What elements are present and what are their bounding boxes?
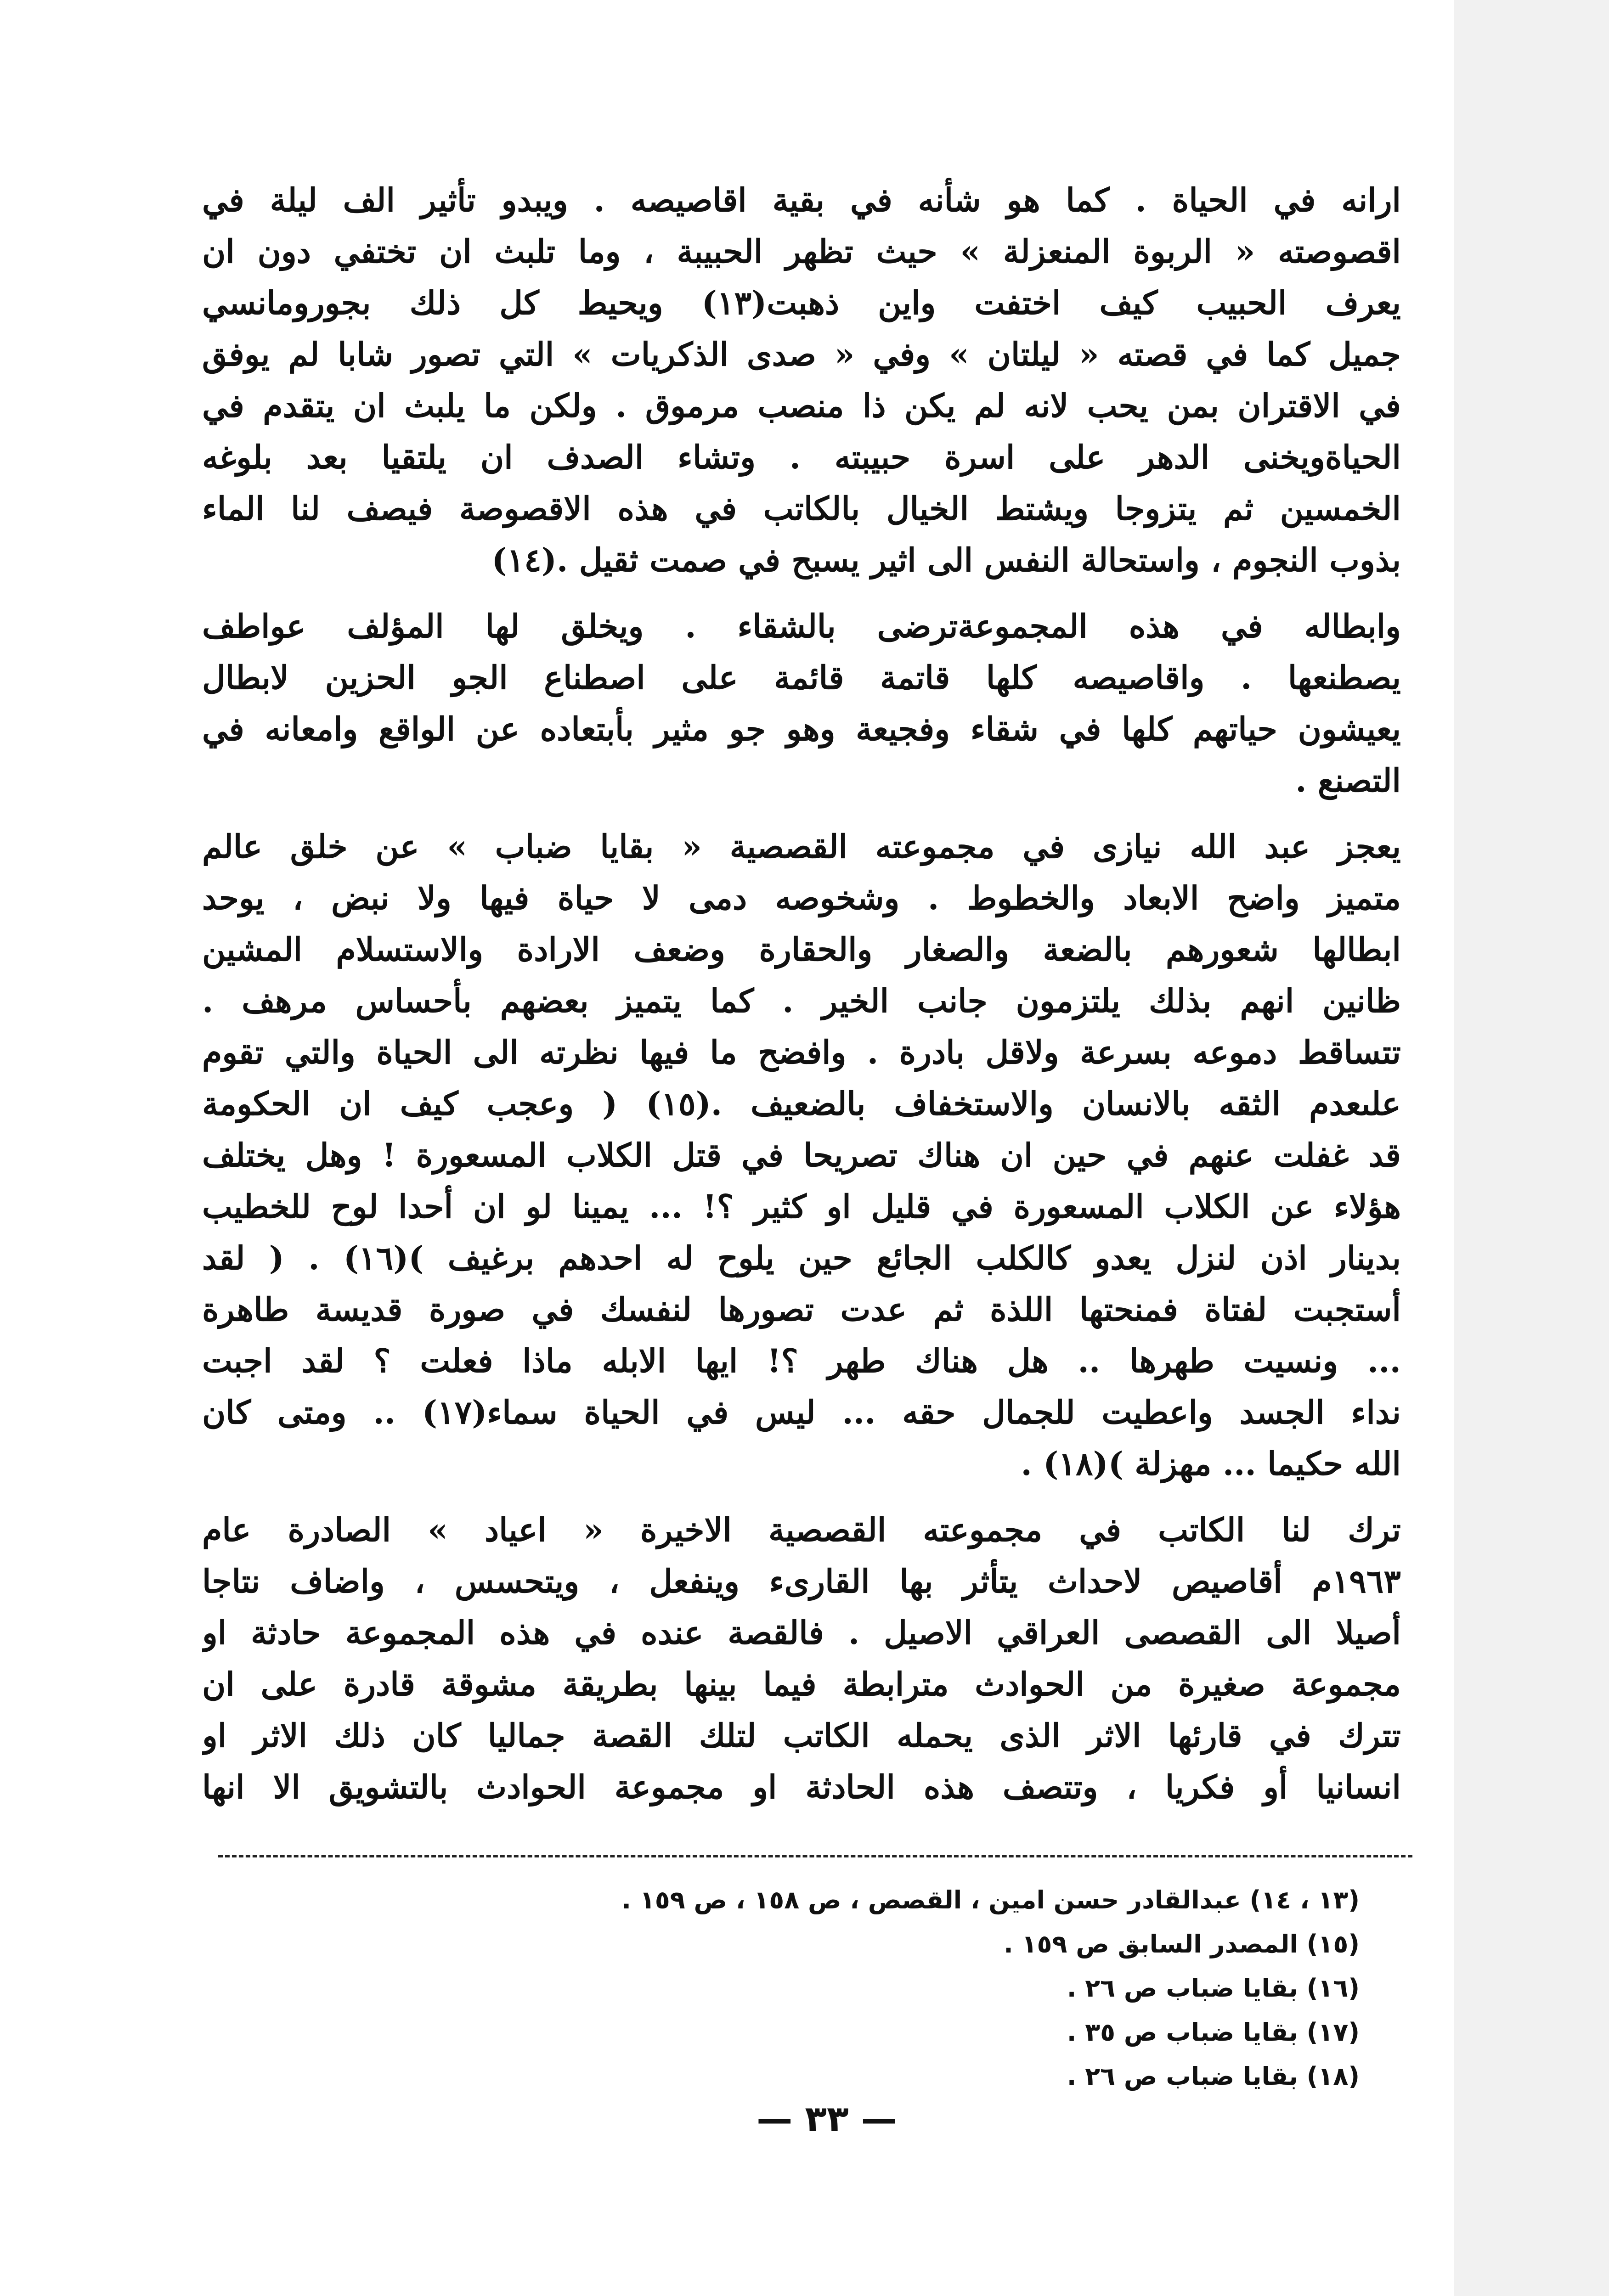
footnote: (١٨) بقايا ضباب ص ٢٦ . [1067, 2062, 1360, 2091]
text-line: ... ونسيت طهرها .. هل هناك طهر ؟! ايها الابله ماذا فعلت ؟ لقد اجبت [202, 1342, 1401, 1380]
text-line: التصنع . [1295, 761, 1401, 799]
text-line: يصطنعها . واقاصيصه كلها قاتمة قائمة على اصطناع الجو الحزين لابطال [202, 658, 1401, 697]
text-line: وابطاله في هذه المجموعةترضى بالشقاء . ويخلق لها المؤلف عواطف [202, 607, 1401, 645]
text-line: علىعدم الثقه بالانسان والاستخفاف بالضعيف .(١٥) ( وعجب كيف ان الحكومة [202, 1085, 1401, 1123]
text-line: انسانيا أو فكريا ، وتتصف هذه الحادثة او مجموعة الحوادث بالتشويق الا انها [202, 1768, 1401, 1806]
text-line: تتساقط دموعه بسرعة ولاقل بادرة . وافضح ما فيها نظرته الى الحياة والتي تقوم [202, 1033, 1401, 1071]
text-line: تترك في قارئها الاثر الذى يحمله الكاتب لتلك القصة جماليا كان ذلك الاثر او [202, 1716, 1401, 1755]
footnote: (١٦) بقايا ضباب ص ٢٦ . [1067, 1974, 1360, 2003]
footnote: (١٣ ، ١٤) عبدالقادر حسن امين ، القصص ، ص ١٥٨ ، ص ١٥٩ . [621, 1885, 1360, 1914]
text-line: هؤلاء عن الكلاب المسعورة في قليل او كثير ؟! ... يمينا لو ان أحدا لوح للخطيب [202, 1187, 1401, 1226]
text-line: يعرف الحبيب كيف اختفت واين ذهبت(١٣) ويحيط كل ذلك بجورومانسي [202, 284, 1401, 322]
text-line: الله حكيما ... مهزلة )(١٨) . [1021, 1445, 1401, 1483]
footnote-divider [218, 1855, 1412, 1857]
text-line: بدينار اذن لنزل يعدو كالكلب الجائع حين يلوح له احدهم برغيف )(١٦) . ( لقد [202, 1239, 1401, 1277]
text-line: جميل كما في قصته « ليلتان » وفي « صدى الذكريات » التي تصور شابا لم يوفق [202, 335, 1401, 373]
text-line: ١٩٦٣م أقاصيص لاحداث يتأثر بها القارىء وينفعل ، ويتحسس ، واضاف نتاجا [202, 1562, 1401, 1600]
body-text [202, 174, 1401, 1828]
text-line: الخمسين ثم يتزوجا ويشتط الخيال بالكاتب في هذه الاقصوصة فيصف لنا الماء [202, 490, 1401, 528]
text-line: أصيلا الى القصصى العراقي الاصيل . فالقصة عنده في هذه المجموعة حادثة او [202, 1614, 1401, 1652]
text-line: مجموعة صغيرة من الحوادث مترابطة فيما بينها بطريقة مشوقة قادرة على ان [202, 1665, 1401, 1703]
text-line: ارانه في الحياة . كما هو شأنه في بقية اقاصيصه . ويبدو تأثير الف ليلة في [202, 181, 1401, 219]
text-line: يعيشون حياتهم كلها في شقاء وفجيعة وهو جو مثير بأبتعاده عن الواقع وامعانه في [202, 710, 1401, 748]
text-line: أستجبت لفتاة فمنحتها اللذة ثم عدت تصورها لنفسك في صورة قديسة طاهرة [202, 1290, 1401, 1328]
page-number: — ٣٣ — [757, 2099, 897, 2140]
text-line: ترك لنا الكاتب في مجموعته القصصية الاخيرة « اعياد » الصادرة عام [202, 1511, 1401, 1549]
text-line: ظانين انهم بذلك يلتزمون جانب الخير . كما يتميز بعضهم بأحساس مرهف . [202, 982, 1401, 1020]
scan-margin [1454, 0, 1609, 2296]
text-line: نداء الجسد واعطيت للجمال حقه ... ليس في الحياة سماء(١٧) .. ومتى كان [202, 1393, 1401, 1431]
footnote: (١٥) المصدر السابق ص ١٥٩ . [1004, 1930, 1360, 1958]
paragraph-4 [202, 1504, 1401, 1813]
paragraph-3 [202, 821, 1401, 1490]
text-line: الحياةويخنى الدهر على اسرة حبيبته . وتشاء الصدف ان يلتقيا بعد بلوغه [202, 438, 1401, 476]
text-line: بذوب النجوم ، واستحالة النفس الى اثير يسبح في صمت ثقيل .(١٤) [491, 541, 1401, 579]
text-line: متميز واضح الابعاد والخطوط . وشخوصه دمى لا حياة فيها ولا نبض ، يوحد [202, 879, 1401, 917]
footnotes [322, 1878, 1360, 2099]
text-line: يعجز عبد الله نيازى في مجموعته القصصية « بقايا ضباب » عن خلق عالم [202, 827, 1401, 866]
paragraph-2 [202, 601, 1401, 806]
text-line: اقصوصته « الربوة المنعزلة » حيث تظهر الحبيبة ، وما تلبث ان تختفي دون ان [202, 232, 1401, 270]
text-line: ابطالها شعورهم بالضعة والصغار والحقارة وضعف الارادة والاستسلام المشين [202, 930, 1401, 968]
paragraph-1 [202, 174, 1401, 586]
text-line: في الاقتران بمن يحب لانه لم يكن ذا منصب مرموق . ولكن ما يلبث ان يتقدم في [202, 387, 1401, 425]
footnote: (١٧) بقايا ضباب ص ٣٥ . [1067, 2018, 1360, 2047]
text-line: قد غفلت عنهم في حين ان هناك تصريحا في قتل الكلاب المسعورة ! وهل يختلف [202, 1136, 1401, 1174]
